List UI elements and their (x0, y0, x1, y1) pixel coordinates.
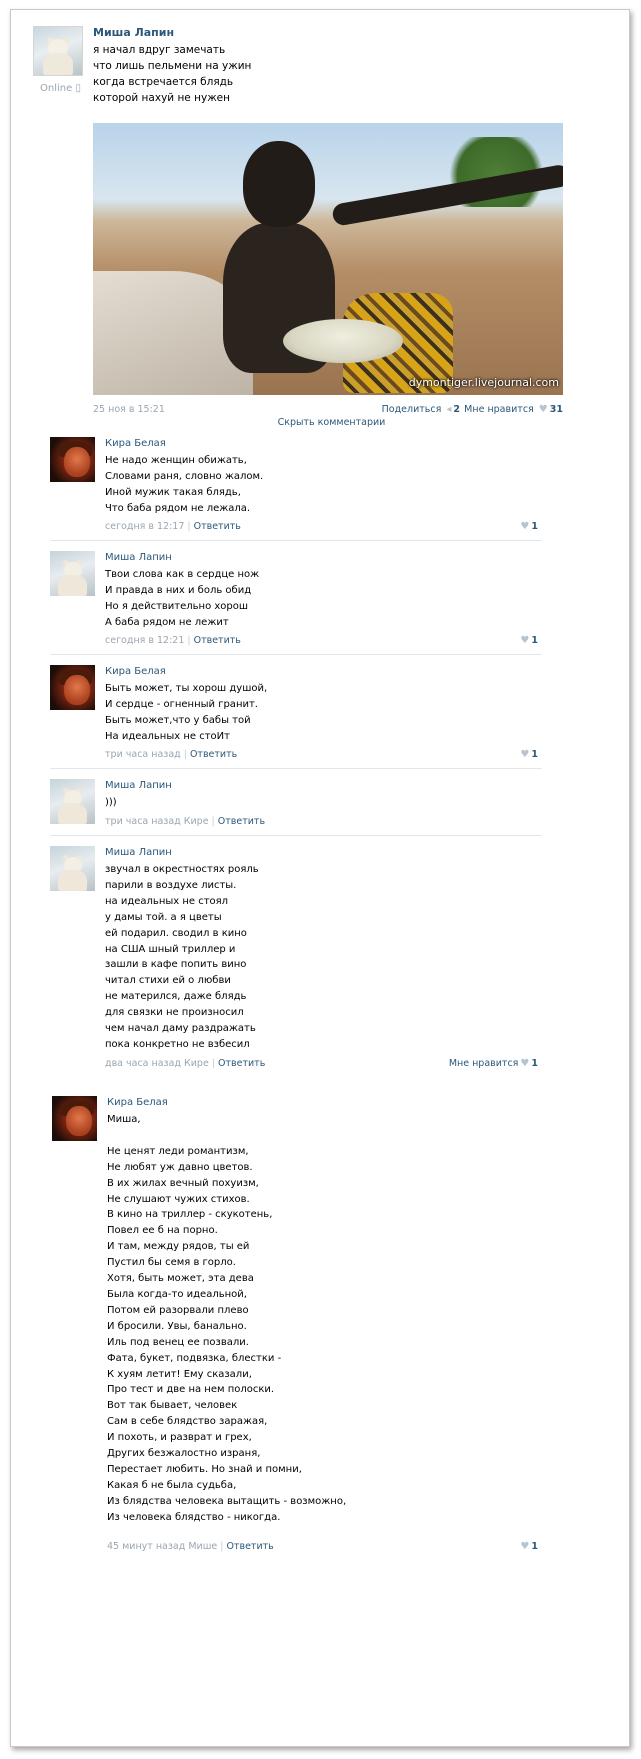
heart-icon: ♥ (520, 635, 530, 646)
heart-icon: ♥ (520, 1541, 530, 1552)
reply-button[interactable]: Ответить (226, 1541, 274, 1552)
commenter-name-link[interactable]: Миша Лапин (105, 780, 172, 791)
comment-footer: три часа назад | Ответить (105, 749, 238, 760)
comment-text: Не надо женщин обижать, Словами раня, словно жалом. Иной мужик такая блядь, Что баба рядом не лежала. (105, 455, 264, 514)
like-button[interactable] (464, 404, 563, 415)
comment-text: ))) (105, 797, 117, 808)
post-photo[interactable] (93, 123, 563, 395)
reply-button[interactable]: Ответить (217, 816, 266, 827)
comment-item (50, 437, 542, 541)
reply-button[interactable]: Ответить (218, 1058, 266, 1069)
hide-comments-link[interactable]: Скрыть комментарии (277, 417, 386, 428)
comment-text: Быть может, ты хорош душой, И сердце - огненный гранит. Быть может,что у бабы той На идеальных не стоИт (105, 683, 268, 742)
post-date-link[interactable]: 25 ноя в 15:21 (93, 404, 165, 415)
comment-item (52, 1096, 544, 1558)
comment-item (50, 665, 542, 769)
heart-icon: ♥ (538, 404, 548, 415)
share-button[interactable] (382, 404, 460, 415)
mobile-phone-icon: ▯ (75, 83, 81, 94)
commenter-name-link[interactable]: Кира Белая (105, 438, 166, 449)
commenter-name-link[interactable]: Кира Белая (107, 1097, 168, 1108)
comment-text: Миша, Не ценят леди романтизм, Не любят уж давно цветов. В их жилах вечный похуизм, Не слушают чужих стихов. В кино на триллер - скукотень, Повел ее б на порно. И там, между рядов, ты ей Пустил бы семя в горло. Хотя, быть может, эта дева Была когда-то идеальной, Потом ей разорвали плево И бросили. Увы, банально. Иль под венец ее позвали. Фата, букет, подвязка, блестки - К хуям летит! Ему сказали, Про тест и две на нем полоски. Вот так бывает, человек Сам в себе блядство заражая, И похоть, и разврат и грех, Других безжалостно израня, Перестает любить. Но знай и помни, Какая б не была судьба, Из блядства человека вытащить - возможно, Из человека блядство - никогда. (107, 1114, 347, 1523)
comment-item (50, 846, 542, 1076)
comment-time[interactable]: сегодня в 12:21 (105, 635, 185, 646)
like-label: Мне нравится (448, 1058, 519, 1069)
comment-footer: сегодня в 12:17 | Ответить (105, 521, 241, 532)
comment-text: звучал в окрестностях рояль парили в воздухе листы. на идеальных не стоял у дамы той. а я цветы ей подарил. сводил в кино на США шный триллер и зашли в кафе попить вино читал стихи ей о любви не матерился, даже блядь для связки не произносил чем начал даму раздражать пока конкретно не взбесил (105, 864, 259, 1050)
comment-like-button[interactable] (518, 521, 538, 532)
comment-text: Твои слова как в сердце нож И правда в них и боль обид Но я действительно хорош А баба рядом не лежит (105, 569, 260, 628)
comment-like-count: 1 (531, 635, 538, 646)
reply-button[interactable]: Ответить (189, 749, 238, 760)
comment-footer: два часа назад Кире | Ответить (105, 1058, 266, 1069)
like-label: Мне нравится (464, 404, 534, 415)
commenter-name-link[interactable]: Миша Лапин (105, 552, 172, 563)
comment-time[interactable]: три часа назад (105, 749, 181, 760)
author-avatar[interactable] (33, 26, 83, 76)
comment-like-count: 1 (531, 1541, 538, 1552)
commenter-avatar[interactable] (50, 551, 95, 596)
comment-time[interactable]: 45 минут назад Мише (107, 1541, 218, 1552)
comment-like-button[interactable] (518, 635, 538, 646)
author-name-link[interactable]: Миша Лапин (93, 26, 175, 39)
post-text: я начал вдруг замечать что лишь пельмени на ужин когда встречается блядь которой нахуй не нужен (93, 44, 252, 104)
commenter-avatar[interactable] (50, 779, 95, 824)
commenter-name-link[interactable]: Кира Белая (105, 666, 166, 677)
comment-like-count: 1 (531, 1058, 538, 1069)
comment-item (50, 779, 542, 836)
comment-like-count: 1 (531, 749, 538, 760)
online-status (33, 83, 81, 94)
heart-icon: ♥ (520, 749, 530, 760)
megaphone-icon: ◂ (446, 404, 452, 415)
heart-icon: ♥ (520, 1058, 530, 1069)
share-label: Поделиться (381, 404, 442, 415)
comment-time[interactable]: два часа назад Кире (105, 1058, 209, 1069)
comment-like-button[interactable] (449, 1058, 538, 1069)
commenter-avatar[interactable] (50, 846, 95, 891)
comment-time[interactable]: сегодня в 12:17 (105, 521, 185, 532)
comment-time[interactable]: три часа назад Кире (105, 816, 209, 827)
commenter-name-link[interactable]: Миша Лапин (105, 847, 172, 858)
comment-like-count: 1 (531, 521, 538, 532)
reply-button[interactable]: Ответить (193, 521, 241, 532)
online-label: Online (40, 83, 73, 94)
commenter-avatar[interactable] (50, 665, 95, 710)
comment-item (50, 551, 542, 655)
commenter-avatar[interactable] (50, 437, 95, 482)
wall-post-frame (10, 9, 630, 1747)
comment-like-button[interactable] (518, 749, 538, 760)
comment-footer: 45 минут назад Мише | Ответить (107, 1541, 274, 1552)
reply-button[interactable]: Ответить (193, 635, 241, 646)
heart-icon: ♥ (520, 521, 530, 532)
share-count: 2 (453, 404, 460, 415)
like-count: 31 (549, 404, 563, 415)
comment-like-button[interactable] (518, 1541, 538, 1552)
comment-footer: сегодня в 12:21 | Ответить (105, 635, 241, 646)
photo-watermark: dymontiger.livejournal.com (408, 376, 559, 389)
commenter-avatar[interactable] (52, 1096, 97, 1141)
comment-footer: три часа назад Кире | Ответить (105, 816, 266, 827)
